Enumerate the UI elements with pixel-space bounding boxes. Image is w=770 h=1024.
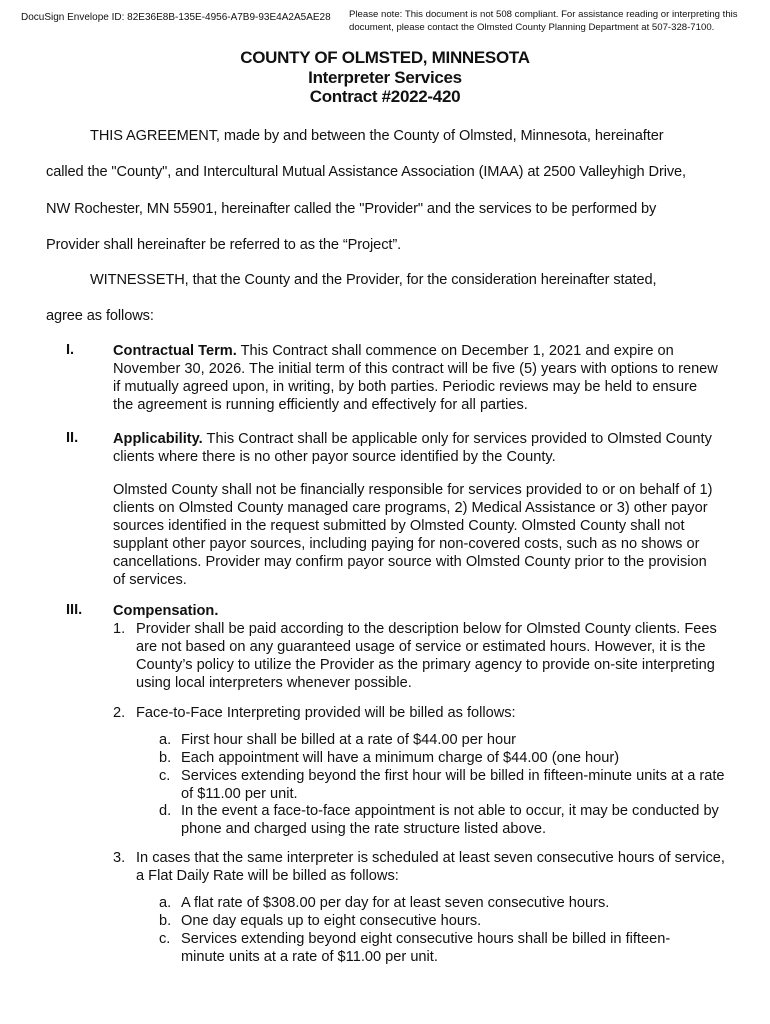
flat-rate-a: A flat rate of $308.00 per day for at least seven consecutive hours.: [181, 895, 610, 911]
face-to-face-d-label: d.: [159, 803, 172, 819]
section-1-number: I.: [66, 342, 75, 358]
face-to-face-a-label: a.: [159, 732, 172, 748]
compensation-item-1-label: 1.: [113, 621, 126, 637]
face-to-face-c-label: c.: [159, 768, 171, 784]
docusign-envelope-id: DocuSign Envelope ID: 82E36E8B-135E-4956-A7B9-93E4A2A5AE28: [21, 12, 331, 23]
intro-line-2: called the "County", and Intercultural Mutual Assistance Association (IMAA) at 2500 Valleyhigh Drive,: [46, 164, 687, 180]
face-to-face-c: Services extending beyond the first hour will be billed in fifteen-minute units at a rate of $11.00 per unit.: [181, 768, 725, 802]
flat-rate-c: Services extending beyond eight consecutive hours shall be billed in fifteen-minute units at a rate of $11.00 per unit.: [181, 931, 671, 965]
section-2-number: II.: [66, 430, 79, 446]
document-title: [0, 48, 770, 107]
face-to-face-a: First hour shall be billed at a rate of $44.00 per hour: [181, 732, 517, 748]
witnesseth-line-1: WITNESSETH, that the County and the Provider, for the consideration hereinafter stated,: [90, 272, 657, 288]
title-contract-number: Contract #2022-420: [309, 87, 461, 106]
intro-line-4: Provider shall hereinafter be referred to as the “Project”.: [46, 237, 402, 253]
witnesseth-line-2: agree as follows:: [46, 308, 154, 324]
section-2-text: This Contract shall be applicable only for services provided to Olmsted County clients where there is no other payor source identified by the County.: [113, 431, 712, 465]
compensation-item-2-label: 2.: [113, 705, 126, 721]
compensation-item-1: Provider shall be paid according to the description below for Olmsted County clients. Fees are not based on any guaranteed usage of service or estimated hours. However, it is the County’s policy to utilize the Provider as the primary agency to provide on-site interpreting using local interpreters whenever possible.: [136, 621, 717, 691]
face-to-face-b-label: b.: [159, 750, 172, 766]
intro-line-1: THIS AGREEMENT, made by and between the County of Olmsted, Minnesota, hereinafter: [90, 128, 664, 144]
section-3-number: III.: [66, 602, 83, 618]
section-2-paragraph-2: Olmsted County shall not be financially responsible for services provided to or on behalf of 1) clients on Olmsted County managed care programs, 2) Medical Assistance or 3) other payor sources identified in the request submitted by Olmsted County. Olmsted County shall not supplant other payor sources, including paying for non-covered costs, such as no shows or cancellations. Provider may confirm payor source with Olmsted County prior to the provision of services.: [113, 482, 713, 588]
section-1-text: This Contract shall commence on December 1, 2021 and expire on November 30, 2026. The initial term of this contract will be five (5) years with options to renew if mutually agreed upon, in writing, by both parties. Periodic reviews may be held to ensure the agreement is running efficiently and effectively for all parties.: [113, 343, 718, 413]
flat-rate-b: One day equals up to eight consecutive hours.: [181, 913, 482, 929]
flat-rate-b-label: b.: [159, 913, 172, 929]
compensation-item-2: Face-to-Face Interpreting provided will be billed as follows:: [136, 705, 516, 721]
title-service: Interpreter Services: [308, 67, 462, 87]
face-to-face-d: In the event a face-to-face appointment is not able to occur, it may be conducted by phone and charged using the rate structure listed above.: [181, 803, 719, 837]
compensation-item-3-label: 3.: [113, 850, 126, 866]
section-2-applicability: [113, 430, 719, 466]
section-1-heading: Contractual Term.: [113, 343, 237, 359]
compensation-item-3: In cases that the same interpreter is scheduled at least seven consecutive hours of service, a Flat Daily Rate will be billed as follows:: [136, 850, 725, 884]
title-county: COUNTY OF OLMSTED, MINNESOTA: [240, 48, 530, 67]
intro-line-3: NW Rochester, MN 55901, hereinafter called the "Provider" and the services to be performed by: [46, 201, 657, 217]
flat-rate-a-label: a.: [159, 895, 172, 911]
face-to-face-b: Each appointment will have a minimum charge of $44.00 (one hour): [181, 750, 620, 766]
section-1-contractual-term: [113, 342, 719, 414]
section-3-heading: Compensation.: [113, 603, 219, 619]
flat-rate-c-label: c.: [159, 931, 171, 947]
section-2-heading: Applicability.: [113, 431, 203, 447]
accessibility-notice: Please note: This document is not 508 compliant. For assistance reading or interpreting this document, please contact the Olmsted County Planning Department at 507-328-7100.: [349, 9, 738, 33]
